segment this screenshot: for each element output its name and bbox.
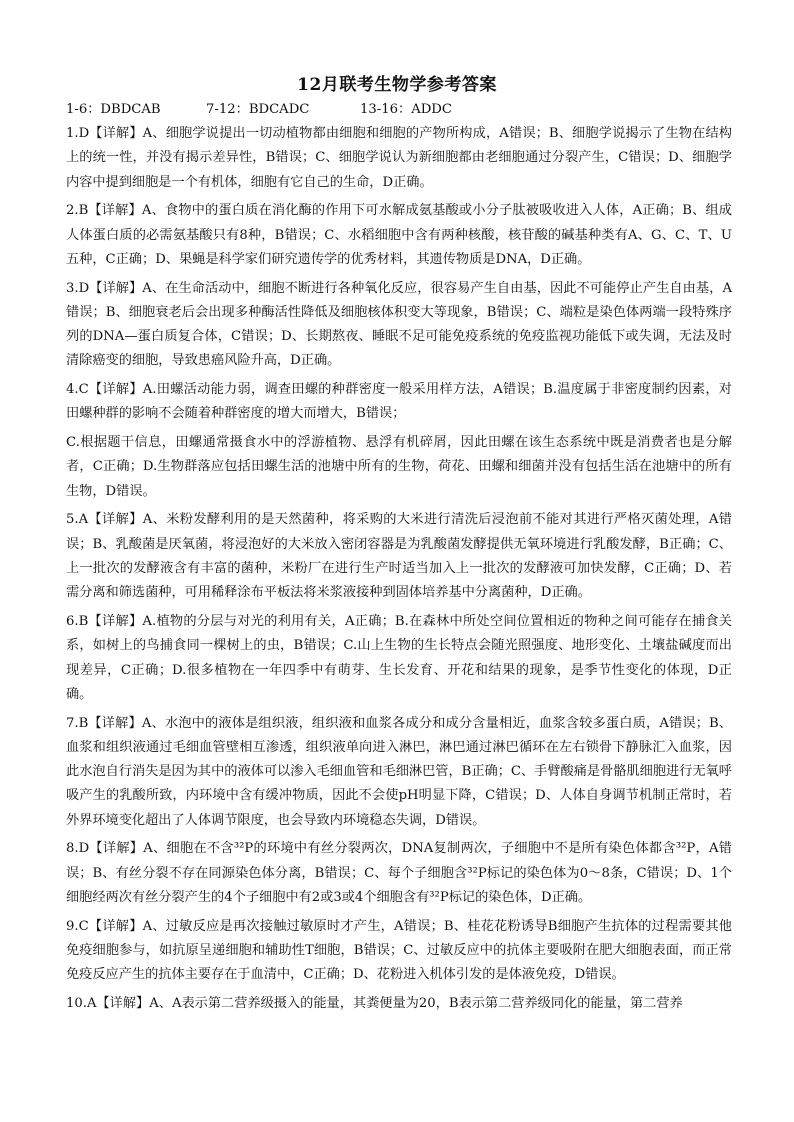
- answer-key-group: 7-12：BDCADC: [206, 102, 310, 117]
- answer-key-group: 1-6：DBDCAB: [66, 102, 161, 117]
- explanation-q7: 7.B【详解】A、水泡中的液体是组织液，组织液和血浆各成分和成分含量相近，血浆含较多蛋白质，A错误；B、血浆和组织液通过毛细血管壁相互渗透，组织液单向进入淋巴，淋巴通过淋巴循环在左右锁骨下静脉汇入血浆，因此水泡自行消失是因为其中的液体可以渗入毛细血管和毛细淋巴管，B正确；C、手臂酸痛是骨骼肌细胞进行无氧呼吸产生的乳酸所致，内环境中含有缓冲物质，因此不会使pH明显下降，C错误；D、人体自身调节机制正常时，若外界环境变化超出了人体调节限度，也会导致内环境稳态失调，D错误。: [66, 715, 732, 828]
- explanation-q8: 8.D【详解】A、细胞在不含³²P的环境中有丝分裂两次，DNA复制两次，子细胞中不是所有染色体都含³²P，A错误；B、有丝分裂不存在同源染色体分离，B错误；C、每个子细胞含³²P标记的染色体为0～8条，C错误；D、1个细胞经两次有丝分裂产生的4个子细胞中有2或3或4个细胞含有³²P标记的染色体，D正确。: [66, 841, 732, 906]
- explanation-q1: 1.D【详解】A、细胞学说提出一切动植物都由细胞和细胞的产物所构成，A错误；B、细胞学说揭示了生物在结构上的统一性，并没有揭示差异性，B错误；C、细胞学说认为新细胞都由老细胞通过分裂产生，C错误；D、细胞学内容中提到细胞是一个有机体，细胞有它自己的生命，D正确。: [66, 126, 732, 190]
- answer-key: [66, 100, 746, 120]
- explanation-q5: 5.A【详解】A、米粉发酵利用的是天然菌种，将采购的大米进行清洗后浸泡前不能对其进行严格灭菌处理，A错误；B、乳酸菌是厌氧菌，将浸泡好的大米放入密闭容器是为乳酸菌发酵提供无氧环境进行乳酸发酵，B正确；C、上一批次的发酵液含有丰富的菌种，米粉厂在进行生产时适当加入上一批次的发酵液可加快发酵，C正确；D、若需分离和筛选菌种，可用稀释涂布平板法将米浆液接种到固体培养基中分离菌种，D正确。: [66, 512, 732, 601]
- explanation-q9: 9.C【详解】A、过敏反应是再次接触过敏原时才产生，A错误；B、桂花花粉诱导B细胞产生抗体的过程需要其他免疫细胞参与，如抗原呈递细胞和辅助性T细胞，B错误；C、过敏反应中的抗体主要吸附在肥大细胞表面，而正常免疫反应产生的抗体主要存在于血清中，C正确；D、花粉进入机体引发的是体液免疫，D错误。: [66, 918, 732, 983]
- explanations: [66, 122, 732, 1021]
- page-title: 12月联考生物学参考答案: [297, 75, 497, 95]
- explanation-q4-part1: 4.C【详解】A.田螺活动能力弱，调查田螺的种群密度一般采用样方法，A错误；B.温度属于非密度制约因素，对田螺种群的影响不会随着种群密度的增大而增大，B错误；: [66, 382, 732, 422]
- explanation-q2: 2.B【详解】A、食物中的蛋白质在消化酶的作用下可水解成氨基酸或小分子肽被吸收进入人体，A正确；B、组成人体蛋白质的必需氨基酸只有8种，B错误；C、水稻细胞中含有两种核酸，核苷酸的碱基种类有A、G、C、T、U五种，C正确；D、果蝇是科学家们研究遗传学的优秀材料，其遗传物质是DNA，D正确。: [66, 203, 732, 267]
- explanation-q10: 10.A【详解】A、A表示第二营养级摄入的能量，其粪便量为20，B表示第二营养级同化的能量，第二营养: [66, 996, 683, 1011]
- explanation-q4-part2: C.根据题干信息，田螺通常摄食水中的浮游植物、悬浮有机碎屑，因此田螺在该生态系统中既是消费者也是分解者，C正确；D.生物群落应包括田螺生活的池塘中所有的生物，荷花、田螺和细菌并没有包括生活在池塘中的所有生物，D错误。: [66, 435, 732, 499]
- explanation-q6: 6.B【详解】A.植物的分层与对光的利用有关，A正确；B.在森林中所处空间位置相近的物种之间可能存在捕食关系，如树上的鸟捕食同一棵树上的虫，B错误；C.山上生物的生长特点会随光照强度、地形变化、土壤盐碱度而出现差异，C正确；D.很多植物在一年四季中有萌芽、生长发育、开花和结果的现象，是季节性变化的体现，D正确。: [66, 613, 732, 702]
- answer-key-group: 13-16：ADDC: [360, 102, 452, 117]
- explanation-q3: 3.D【详解】A、在生命活动中，细胞不断进行各种氧化反应，很容易产生自由基，因此不可能停止产生自由基，A错误；B、细胞衰老后会出现多种酶活性降低及细胞核体积变大等现象，B错误；C、端粒是染色体两端一段特殊序列的DNA—蛋白质复合体，C错误；D、长期熬夜、睡眠不足可能免疫系统的免疫监视功能低下或失调，无法及时清除癌变的细胞，导致患癌风险升高，D正确。: [66, 280, 732, 369]
